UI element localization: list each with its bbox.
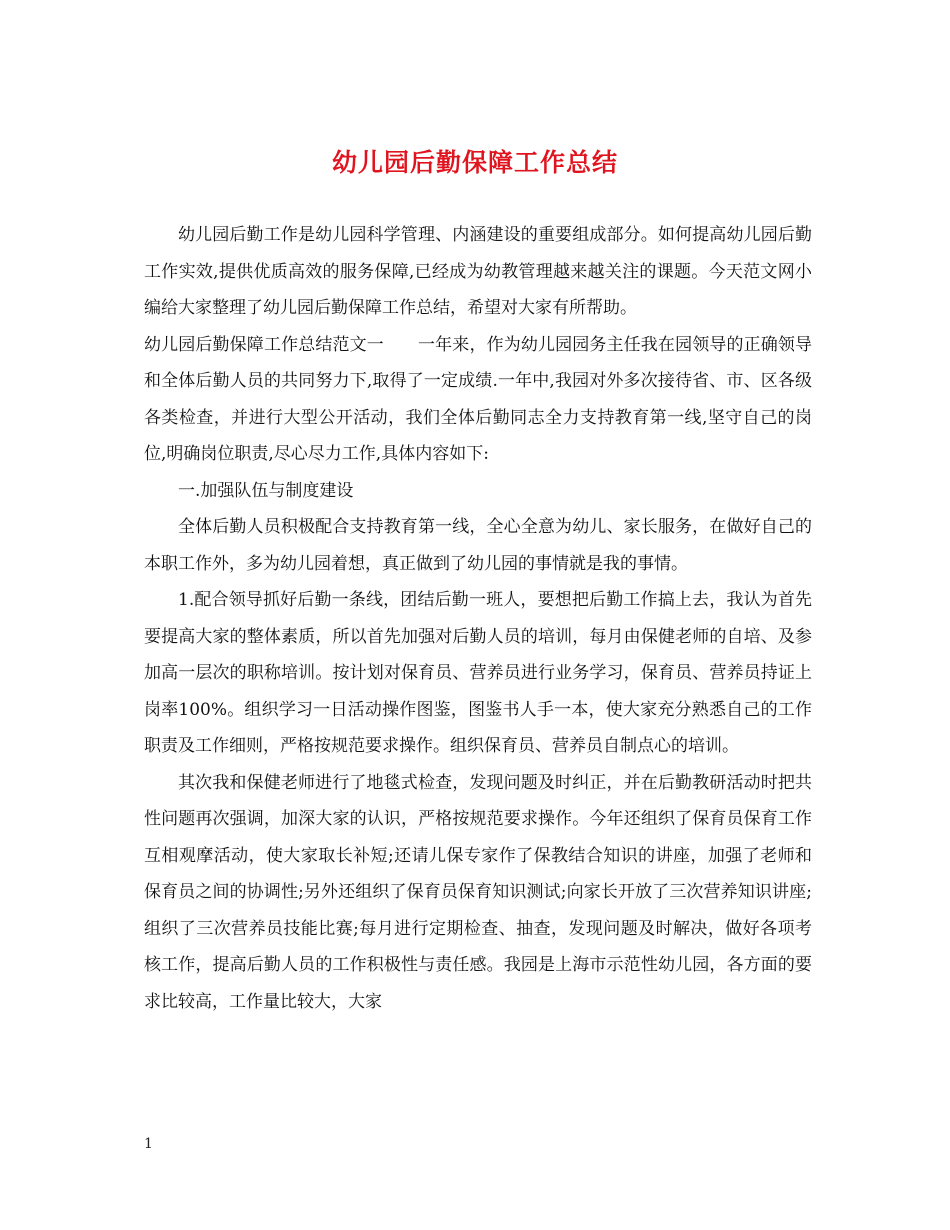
page-number: 1 (144, 1136, 153, 1152)
paragraph-inspection: 其次我和保健老师进行了地毯式检查，发现问题及时纠正，并在后勤教研活动时把共性问题再次强调，加深大家的认识，严格按规范要求操作。今年还组织了保育员保育工作互相观摩活动，使大家取长补短;还请儿保专家作了保教结合知识的讲座，加强了老师和保育员之间的协调性;另外还组织了保育员保育知识测试;向家长开放了三次营养知识讲座;组织了三次营养员技能比赛;每月进行定期检查、抽查，发现问题及时解决，做好各项考核工作，提高后勤人员的工作积极性与责任感。我园是上海市示范性幼儿园，各方面的要求比较高，工作量比较大，大家 (144, 772, 812, 1012)
paragraph-section-one (144, 327, 812, 473)
paragraph-support: 全体后勤人员积极配合支持教育第一线，全心全意为幼儿、家长服务，在做好自己的本职工作外，多为幼儿园着想，真正做到了幼儿园的事情就是我的事情。 (144, 517, 812, 574)
subheading-team-building: 一.加强队伍与制度建设 (178, 480, 354, 501)
document-title: 幼儿园后勤保障工作总结 (331, 148, 618, 177)
section-heading: 幼儿园后勤保障工作总结范文一 (144, 334, 384, 355)
document-body (144, 217, 812, 1020)
section-one-text: 一年来，作为幼儿园园务主任我在园领导的正确领导和全体后勤人员的共同努力下,取得了一定成绩.一年中,我园对外多次接待省、市、区各级各类检查，并进行大型公开活动，我们全体后勤同志全力支持教育第一线,坚守自己的岗位,明确岗位职责,尽心尽力工作,具体内容如下: (144, 334, 813, 464)
paragraph-training: 1.配合领导抓好后勤一条线，团结后勤一班人，要想把后勤工作搞上去，我认为首先要提高大家的整体素质，所以首先加强对后勤人员的培训，每月由保健老师的自培、及参加高一层次的职称培训。按计划对保育员、营养员进行业务学习，保育员、营养员持证上岗率100%。组织学习一日活动操作图鉴，图鉴书人手一本，使大家充分熟悉自己的工作职责及工作细则，严格按规范要求操作。组织保育员、营养员自制点心的培训。 (144, 590, 812, 756)
paragraph-intro: 幼儿园后勤工作是幼儿园科学管理、内涵建设的重要组成部分。如何提高幼儿园后勤工作实效,提供优质高效的服务保障,已经成为幼教管理越来越关注的课题。今天范文网小编给大家整理了幼儿园后勤保障工作总结，希望对大家有所帮助。 (144, 225, 812, 318)
